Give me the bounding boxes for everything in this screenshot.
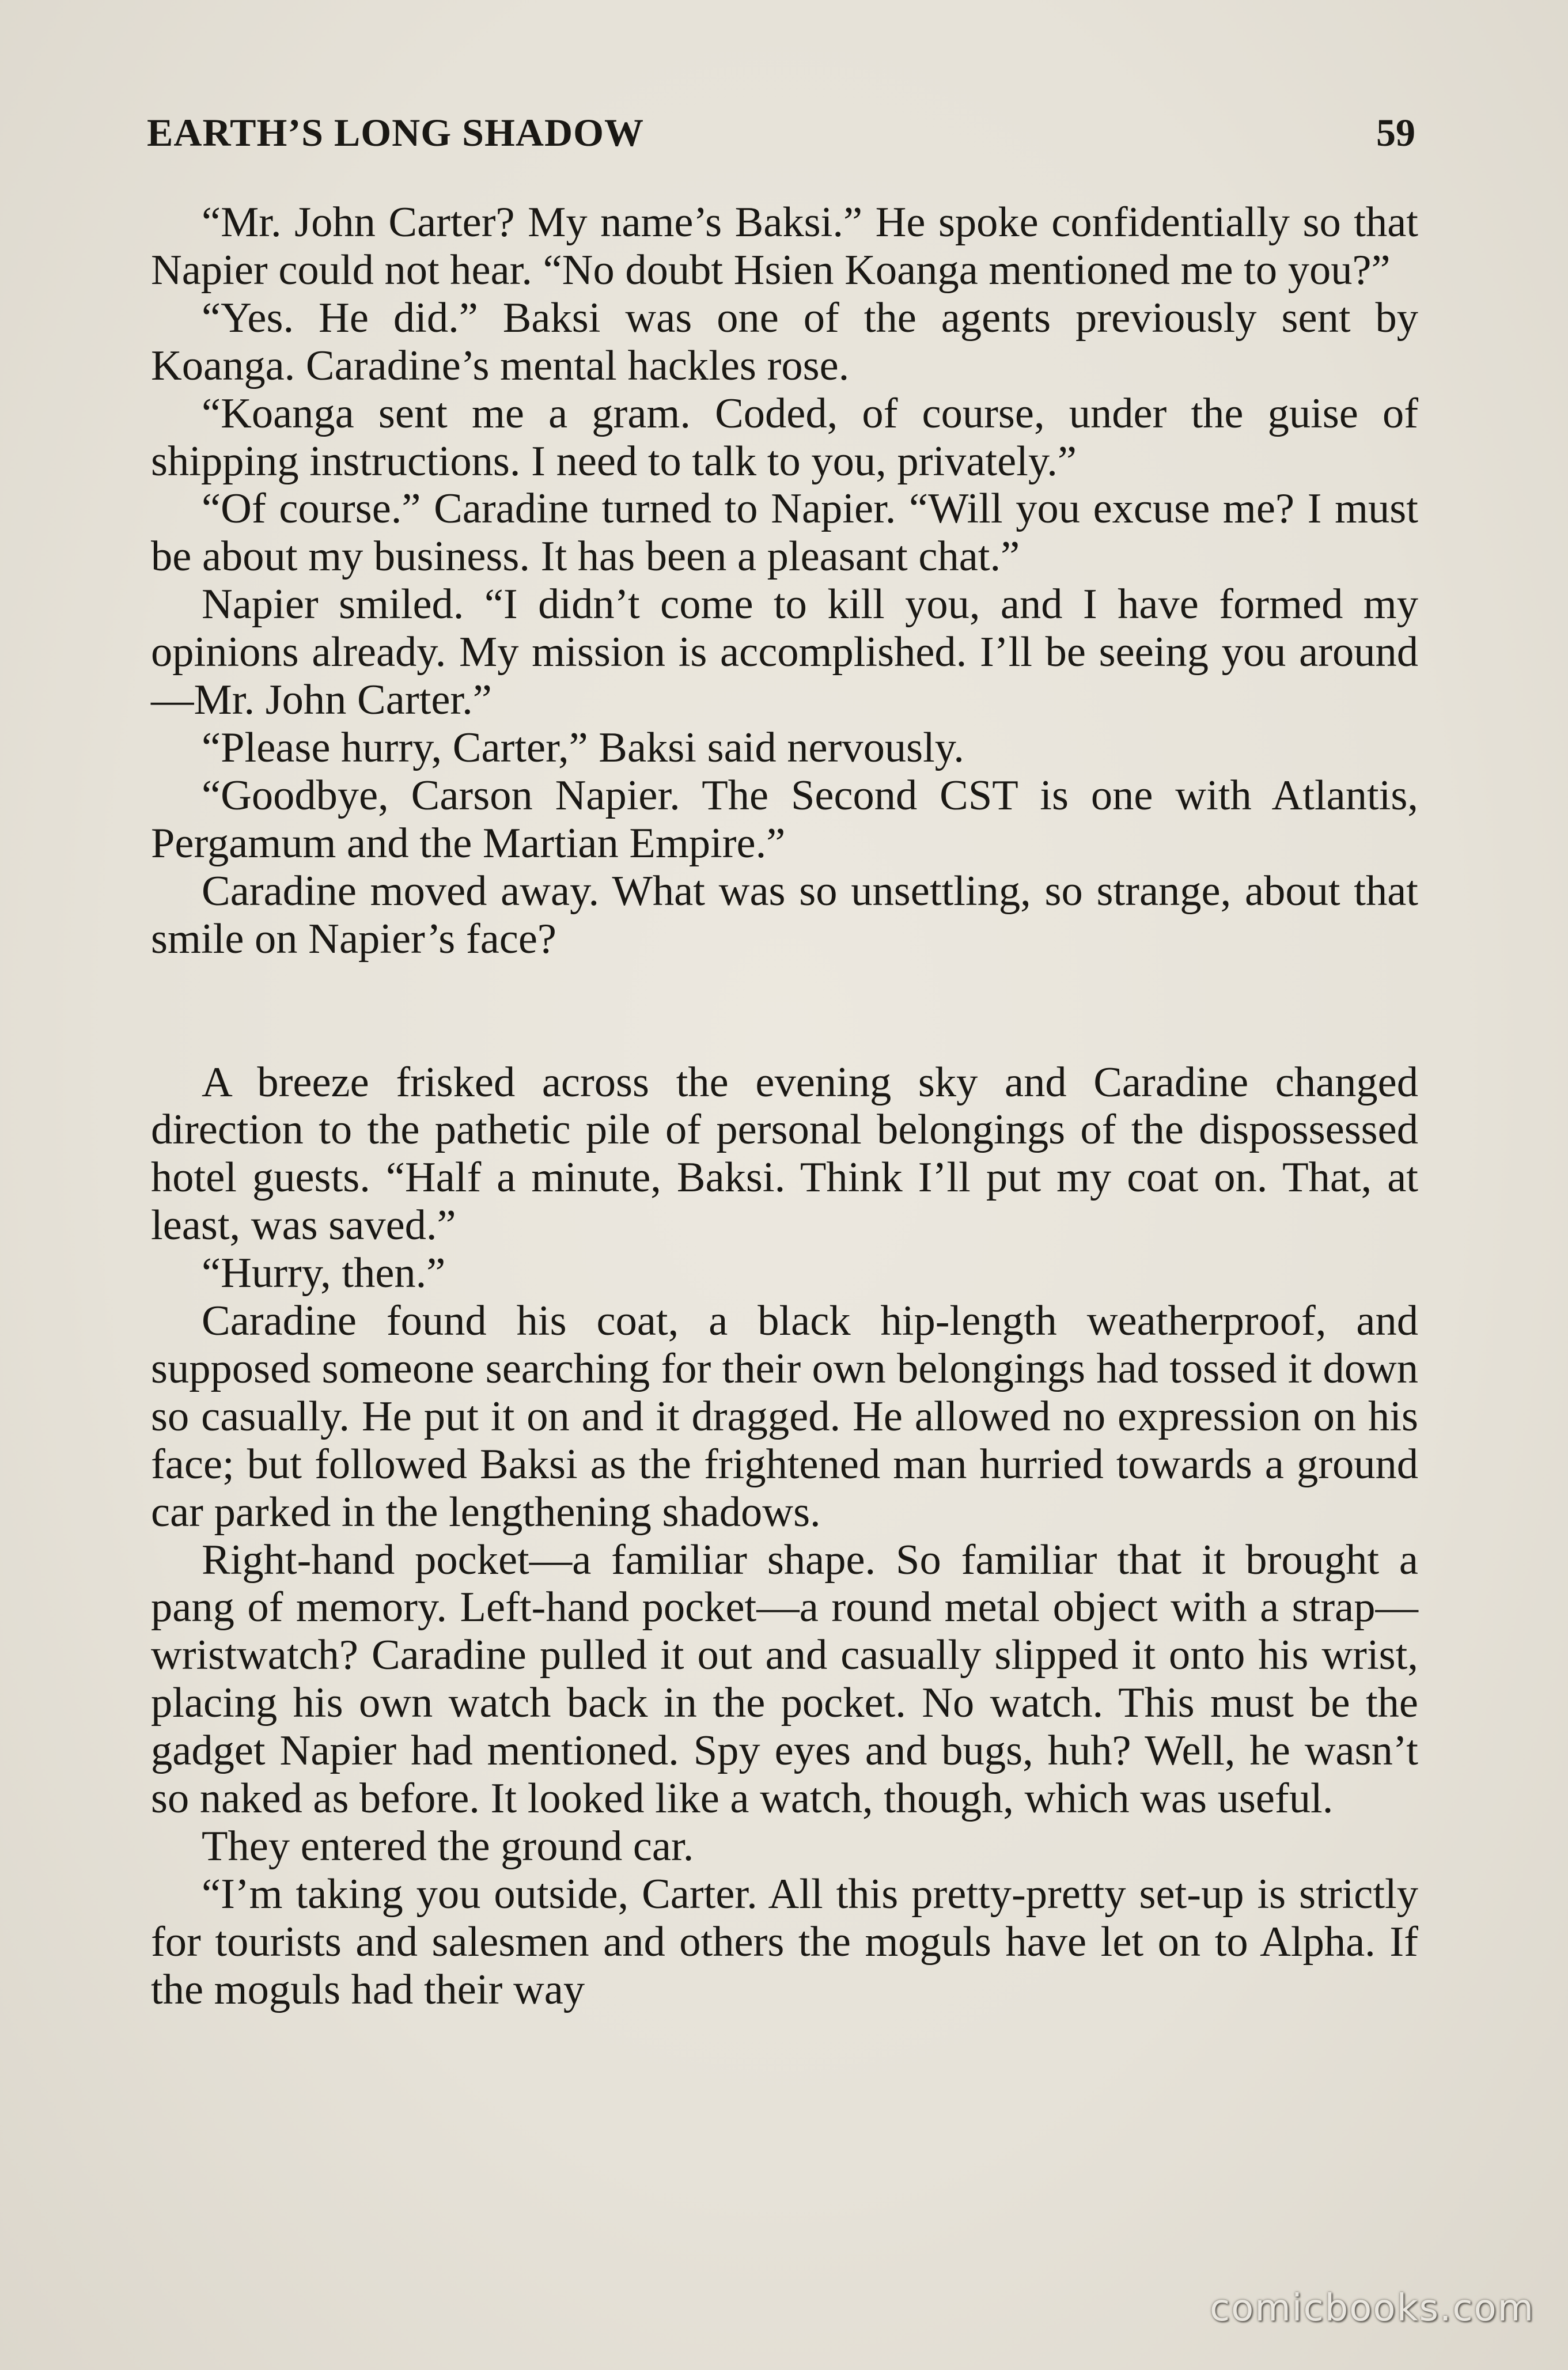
paragraph: “Yes. He did.” Baksi was one of the agents previously sent by Koanga. Caradine’s mental hackles rose.: [151, 294, 1418, 389]
paragraph: Right-hand pocket—a familiar shape. So familiar that it brought a pang of memory. Left-hand pocket—a round metal object with a strap—wristwatch? Caradine pulled it out and casually slipped it onto his wrist, placing his own watch back in the pocket. No watch. This must be the gadget Napier had mentioned. Spy eyes and bugs, huh? Well, he wasn’t so naked as before. It looked like a watch, though, which was useful.: [151, 1536, 1418, 1823]
paragraph: “Goodbye, Carson Napier. The Second CST is one with Atlantis, Pergamum and the Martian Empire.”: [151, 771, 1418, 867]
paragraph: Napier smiled. “I didn’t come to kill you, and I have formed my opinions already. My mission is accomplished. I’ll be seeing you around—Mr. John Carter.”: [151, 581, 1418, 724]
page-number: 59: [1376, 110, 1415, 154]
paragraph: “Please hurry, Carter,” Baksi said nervously.: [202, 724, 964, 771]
paragraph: “Hurry, then.”: [202, 1250, 446, 1297]
body-text: [151, 199, 1418, 2014]
paragraph: Caradine found his coat, a black hip-length weatherproof, and supposed someone searching for their own belongings had tossed it down so casually. He put it on and it dragged. He allowed no expression on his face; but followed Baksi as the frightened man hurried towards a ground car parked in the lengthening shadows.: [151, 1297, 1418, 1536]
paragraph: “Mr. John Carter? My name’s Baksi.” He spoke confidentially so that Napier could not hear. “No doubt Hsien Koanga mentioned me to you?”: [151, 199, 1418, 294]
watermark: comicbooks.com: [1209, 2287, 1535, 2330]
paragraph: “Of course.” Caradine turned to Napier. “Will you excuse me? I must be about my business. It has been a pleasant chat.”: [151, 485, 1418, 581]
running-title: EARTH’S LONG SHADOW: [147, 110, 644, 154]
page-header: [147, 104, 1415, 161]
paragraph: A breeze frisked across the evening sky and Caradine changed direction to the pathetic pile of personal belongings of the dispossessed hotel guests. “Half a minute, Baksi. Think I’ll put my coat on. That, at least, was saved.”: [151, 1058, 1418, 1250]
paragraph: Caradine moved away. What was so unsettling, so strange, about that smile on Napier’s face?: [151, 867, 1418, 963]
paragraph: “Koanga sent me a gram. Coded, of course, under the guise of shipping instructions. I need to talk to you, privately.”: [151, 389, 1418, 485]
paragraph: “I’m taking you outside, Carter. All this pretty-pretty set-up is strictly for tourists and salesmen and others the moguls have let on to Alpha. If the moguls had their way: [151, 1870, 1418, 2013]
paragraph: They entered the ground car.: [202, 1823, 694, 1870]
section-break: [151, 963, 1418, 1059]
